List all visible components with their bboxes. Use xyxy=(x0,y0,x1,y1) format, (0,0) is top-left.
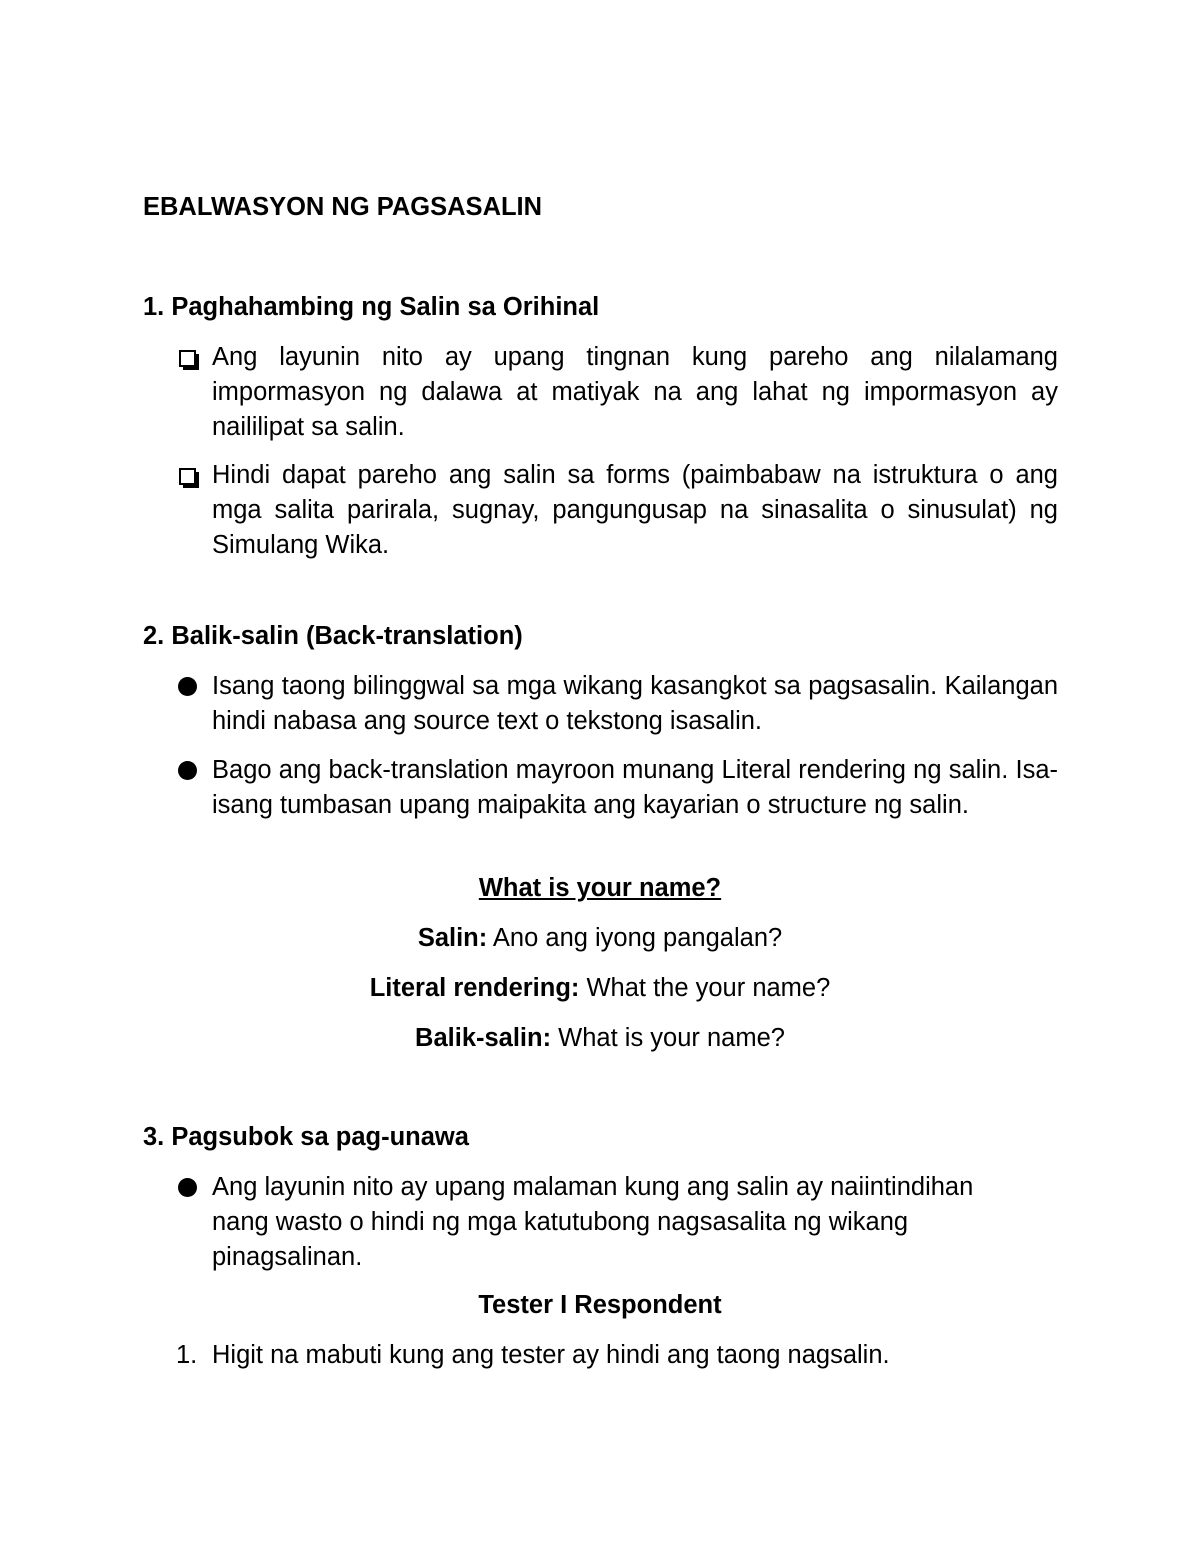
section-2-heading: 2. Balik-salin (Back-translation) xyxy=(143,622,523,650)
example-row-salin xyxy=(143,921,1057,956)
section-1-item-1 xyxy=(176,340,1058,445)
section-2-item-1 xyxy=(176,669,1058,739)
section-1-heading: 1. Paghahambing ng Salin sa Orihinal xyxy=(143,293,600,321)
section-3-heading: 3. Pagsubok sa pag-unawa xyxy=(143,1123,469,1151)
filled-circle-icon xyxy=(176,1170,210,1205)
example-row-value: What is your name? xyxy=(551,1024,785,1052)
example-row-label: Literal rendering: xyxy=(369,974,580,1002)
example-row-label: Salin: xyxy=(417,924,488,952)
filled-circle-icon xyxy=(176,753,210,788)
checkbox-square-icon xyxy=(176,458,210,493)
checkbox-square-icon xyxy=(176,340,210,375)
example-row-balik-salin xyxy=(143,1021,1057,1056)
example-question: What is your name? xyxy=(478,874,722,902)
numbered-item-number: 1. xyxy=(176,1341,198,1369)
section-1-item-1-text: Ang layunin nito ay upang tingnan kung pareho ang nilalamang impormasyon ng dalawa at matiyak na ang lahat ng impormasyon ay naililipat sa salin. xyxy=(212,343,1058,441)
filled-circle-icon xyxy=(176,669,210,704)
tester-respondent-subheading: Tester I Respondent xyxy=(478,1291,722,1319)
section-3-item-1-text: Ang layunin nito ay upang malaman kung ang salin ay naiintindihan nang wasto o hindi ng mga katutubong nagsasalita ng wikang pinagsalinan. xyxy=(212,1173,974,1271)
section-1-item-2-text: Hindi dapat pareho ang salin sa forms (paimbabaw na istruktura o ang mga salita parirala, sugnay, pangungusap na sinasalita o sinusulat) ng Simulang Wika. xyxy=(212,461,1058,559)
section-1-item-2 xyxy=(176,458,1058,563)
example-row-label: Balik-salin: xyxy=(415,1024,552,1052)
section-3-item-1 xyxy=(176,1170,1058,1275)
document-title: EBALWASYON NG PAGSASALIN xyxy=(143,193,543,221)
section-2-item-1-text: Isang taong bilinggwal sa mga wikang kasangkot sa pagsasalin. Kailangan hindi nabasa ang source text o tekstong isasalin. xyxy=(212,672,1058,735)
example-row-value: Ano ang iyong pangalan? xyxy=(487,924,783,952)
example-row-value: What the your name? xyxy=(579,974,831,1002)
section-2-item-2-text: Bago ang back-translation mayroon munang Literal rendering ng salin. Isa-isang tumbasan upang maipakita ang kayarian o structure ng salin. xyxy=(212,756,1058,819)
section-2-item-2 xyxy=(176,753,1058,823)
example-row-literal-rendering xyxy=(143,971,1057,1006)
numbered-item-text: Higit na mabuti kung ang tester ay hindi ang taong nagsalin. xyxy=(212,1341,890,1369)
